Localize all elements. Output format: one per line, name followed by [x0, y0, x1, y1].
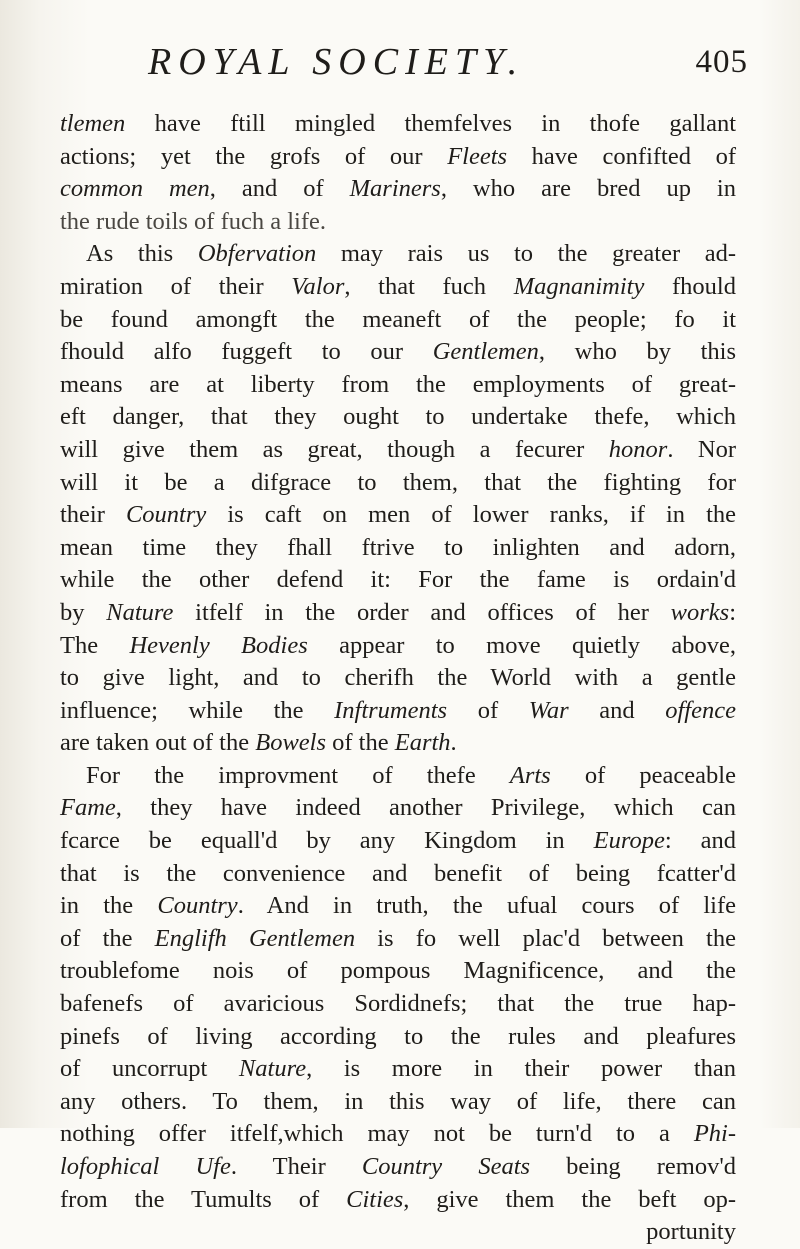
catchword: portunity: [646, 1218, 736, 1246]
text-line: influence; while the Inftruments of War and offence: [60, 696, 736, 724]
text-line: pinefs of living according to the rules and pleafures: [60, 1022, 736, 1050]
text-line: from the Tumults of Cities, give them the beft op-: [60, 1185, 736, 1213]
text-line: any others. To them, in this way of life, there can: [60, 1087, 736, 1115]
text-line: to give light, and to cherifh the World with a gentle: [60, 664, 736, 692]
text-line: fhould alfo fuggeft to our Gentlemen, who by this: [60, 338, 736, 366]
text-line: of the Englifh Gentlemen is fo well plac'd between the: [60, 924, 736, 952]
text-line: For the improvment of thefe Arts of peaceable: [86, 761, 736, 789]
text-line: tlemen have ftill mingled themfelves in thofe gallant: [60, 110, 736, 137]
text-line: mean time they fhall ftrive to inlighten and adorn,: [60, 533, 736, 561]
text-line: bafenefs of avaricious Sordidnefs; that the true hap-: [60, 990, 736, 1018]
text-line: will it be a difgrace to them, that the fighting for: [60, 468, 736, 496]
text-line: eft danger, that they ought to undertake thefe, which: [60, 403, 736, 431]
text-line: in the Country. And in truth, the ufual cours of life: [60, 892, 736, 920]
text-line: common men, and of Mariners, who are bred up in: [60, 175, 736, 203]
text-line: fcarce be equall'd by any Kingdom in Europe: and: [60, 827, 736, 855]
running-head: ROYAL SOCIETY.: [148, 41, 525, 83]
page-number: 405: [695, 44, 748, 80]
body-text: [60, 108, 736, 1249]
text-line: will give them as great, though a fecurer honor. Nor: [60, 435, 737, 463]
text-line: the rude toils of fuch a life.: [60, 207, 327, 235]
text-line: while the other defend it: For the fame is ordain'd: [60, 566, 736, 594]
page-header: [148, 40, 748, 100]
text-line: means are at liberty from the employments of great-: [60, 370, 736, 398]
text-line: nothing offer itfelf,which may not be turn'd to a Phi-: [60, 1120, 736, 1148]
text-line: by Nature itfelf in the order and offices of her works:: [60, 598, 737, 626]
text-line: troublefome nois of pompous Magnificence, and the: [60, 957, 736, 985]
text-line: that is the convenience and benefit of being fcatter'd: [60, 859, 736, 887]
text-line: actions; yet the grofs of our Fleets have confifted of: [60, 142, 736, 170]
text-line: of uncorrupt Nature, is more in their power than: [60, 1055, 736, 1083]
text-line: As this Obfervation may rais us to the greater ad-: [86, 240, 736, 268]
text-line: Fame, they have indeed another Privilege, which can: [60, 794, 736, 822]
text-line: lofophical Ufe. Their Country Seats being remov'd: [60, 1153, 736, 1180]
text-line: be found amongft the meaneft of the people; fo it: [60, 305, 736, 333]
text-line: The Hevenly Bodies appear to move quietly above,: [60, 631, 736, 659]
text-line: miration of their Valor, that fuch Magnanimity fhould: [60, 272, 736, 300]
text-line: their Country is caft on men of lower ranks, if in the: [60, 501, 736, 529]
text-line: are taken out of the Bowels of the Earth.: [60, 729, 457, 757]
